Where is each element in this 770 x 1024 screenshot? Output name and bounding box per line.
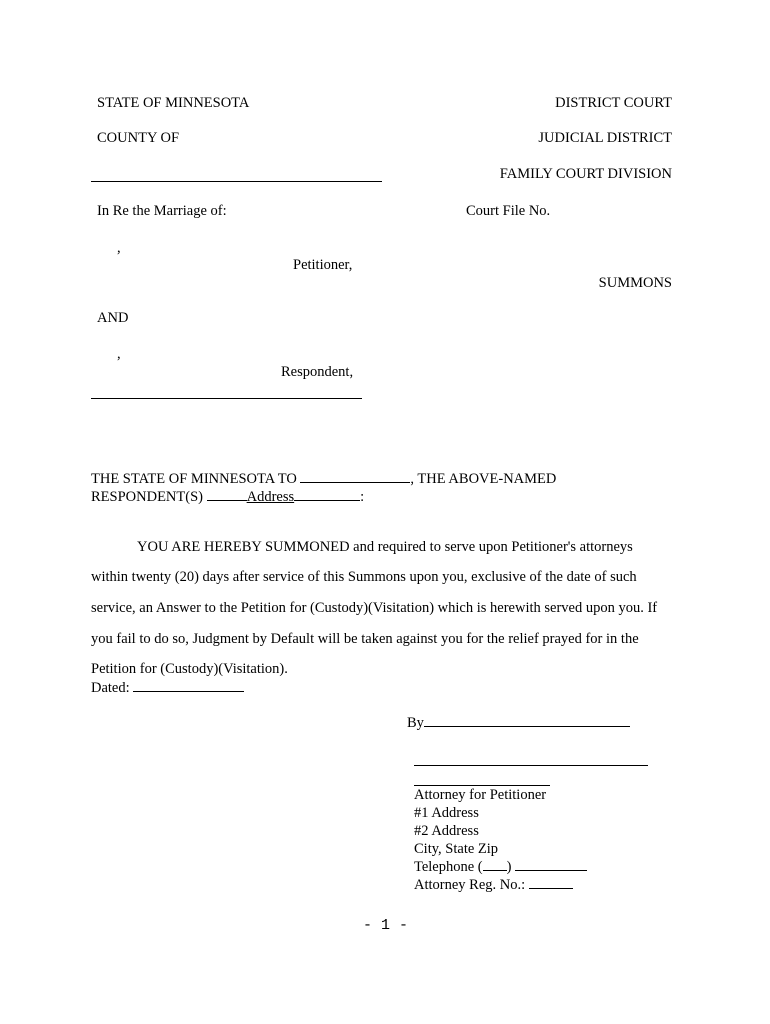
paragraph-line-3: service, an Answer to the Petition for (Custody)(Visitation) which is herewith served upon you. If bbox=[91, 600, 658, 616]
respondent-comma: , bbox=[117, 346, 121, 362]
petitioner-comma: , bbox=[117, 240, 121, 256]
document-title: SUMMONS bbox=[598, 275, 672, 291]
page-number: - 1 - bbox=[363, 917, 409, 934]
caption-bottom-rule bbox=[91, 398, 362, 399]
area-code-blank[interactable] bbox=[483, 870, 507, 871]
paragraph-line-1: YOU ARE HEREBY SUMMONED and required to serve upon Petitioner's attorneys bbox=[137, 539, 633, 555]
attorney-title: Attorney for Petitioner bbox=[414, 787, 547, 803]
respondents-line bbox=[91, 490, 364, 505]
address-colon: : bbox=[360, 489, 365, 505]
signature-rule bbox=[414, 765, 648, 766]
and-label: AND bbox=[97, 310, 129, 326]
name-rule bbox=[414, 785, 550, 786]
reg-no-label: Attorney Reg. No.: bbox=[414, 877, 526, 893]
reg-no-line bbox=[414, 878, 573, 893]
above-named-text: , THE ABOVE-NAMED bbox=[410, 471, 557, 487]
in-re-label: In Re the Marriage of: bbox=[97, 203, 227, 219]
caption-top-rule bbox=[91, 181, 382, 182]
city-state-zip: City, State Zip bbox=[414, 841, 499, 857]
telephone-label: Telephone ( bbox=[414, 859, 483, 875]
address-label: Address bbox=[246, 489, 295, 505]
phone-number-blank[interactable] bbox=[515, 870, 587, 871]
petitioner-label: Petitioner, bbox=[293, 257, 353, 273]
district-heading: JUDICIAL DISTRICT bbox=[538, 130, 672, 146]
state-heading: STATE OF MINNESOTA bbox=[97, 95, 250, 111]
paragraph-line-2: within twenty (20) days after service of this Summons upon you, exclusive of the date of such bbox=[91, 569, 637, 585]
addressee-line bbox=[91, 472, 556, 487]
division-heading: FAMILY COURT DIVISION bbox=[499, 166, 672, 182]
dated-line bbox=[91, 681, 244, 696]
respondent-label: Respondent, bbox=[281, 364, 354, 380]
court-heading: DISTRICT COURT bbox=[555, 95, 672, 111]
address-blank[interactable] bbox=[294, 500, 360, 501]
respondent-name-blank[interactable] bbox=[300, 482, 410, 483]
county-heading: COUNTY OF bbox=[97, 130, 180, 146]
paragraph-line-5: Petition for (Custody)(Visitation). bbox=[91, 661, 288, 677]
address-line-1: #1 Address bbox=[414, 805, 479, 821]
respondents-blank[interactable] bbox=[207, 500, 247, 501]
dated-label: Dated: bbox=[91, 680, 130, 696]
by-line bbox=[407, 716, 630, 731]
signature-blank[interactable] bbox=[424, 726, 630, 727]
address-line-2: #2 Address bbox=[414, 823, 479, 839]
by-label: By bbox=[407, 715, 424, 731]
respondents-label: RESPONDENT(S) bbox=[91, 489, 203, 505]
paragraph-line-4: you fail to do so, Judgment by Default will be taken against you for the relief prayed for in the bbox=[91, 631, 639, 647]
date-blank[interactable] bbox=[133, 691, 244, 692]
addressee-prefix: THE STATE OF MINNESOTA TO bbox=[91, 471, 297, 487]
telephone-paren: ) bbox=[506, 859, 512, 875]
court-file-label: Court File No. bbox=[466, 203, 551, 219]
reg-no-blank[interactable] bbox=[529, 888, 573, 889]
telephone-line bbox=[414, 860, 587, 875]
